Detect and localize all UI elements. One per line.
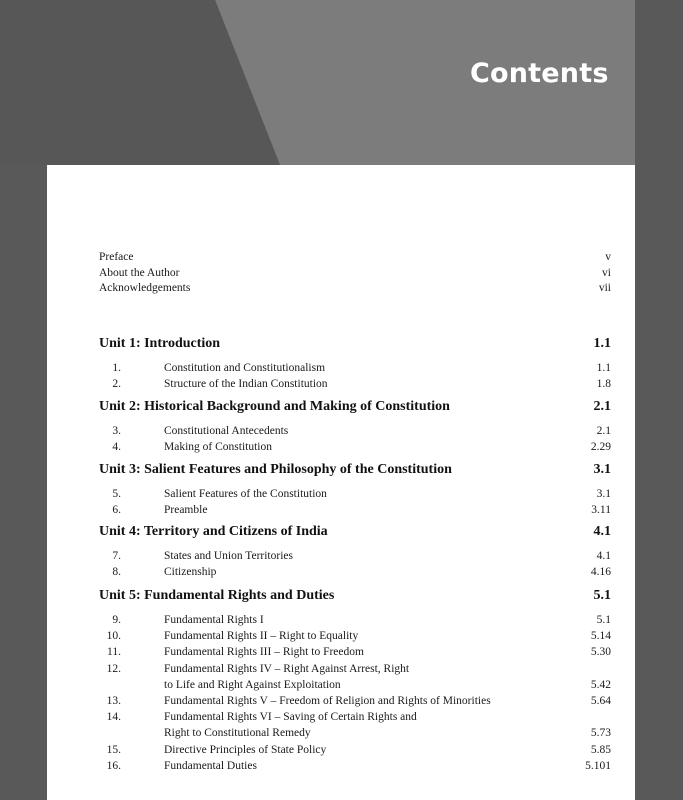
chapter-row bbox=[99, 679, 611, 695]
front-matter-page: vii bbox=[598, 282, 611, 294]
unit-title: Unit 1: Introduction bbox=[99, 336, 221, 351]
unit-heading bbox=[99, 336, 611, 356]
chapter-number: 10. bbox=[106, 630, 121, 643]
chapter-title: States and Union Territories bbox=[164, 550, 293, 562]
chapter-number: 12. bbox=[106, 662, 121, 675]
chapter-number: 6. bbox=[112, 504, 121, 517]
chapter-row bbox=[99, 425, 611, 441]
unit-page: 4.1 bbox=[593, 524, 611, 539]
unit-heading bbox=[99, 399, 611, 419]
chapter-page: 4.1 bbox=[596, 550, 611, 562]
chapter-page: 5.73 bbox=[590, 727, 611, 740]
front-matter-label: Preface bbox=[99, 251, 134, 263]
front-matter-label: About the Author bbox=[99, 266, 180, 279]
contents-page bbox=[47, 165, 635, 800]
unit-title: Unit 3: Salient Features and Philosophy of the Constitution bbox=[99, 462, 452, 477]
chapter-page: 5.42 bbox=[590, 678, 611, 691]
chapter-page: 2.1 bbox=[596, 425, 611, 437]
chapter-row bbox=[99, 362, 611, 378]
chapter-number: 16. bbox=[106, 759, 121, 772]
unit-page: 1.1 bbox=[593, 336, 611, 351]
unit-heading bbox=[99, 462, 611, 482]
unit-page: 3.1 bbox=[593, 462, 611, 477]
chapter-number: 9. bbox=[112, 614, 121, 626]
chapter-row bbox=[99, 614, 611, 630]
chapter-page: 5.101 bbox=[585, 759, 611, 772]
chapter-row bbox=[99, 488, 611, 504]
chapter-title: Fundamental Duties bbox=[164, 759, 257, 772]
chapter-row bbox=[99, 695, 611, 711]
chapter-title: Salient Features of the Constitution bbox=[164, 488, 327, 500]
front-matter-row bbox=[99, 282, 611, 298]
chapter-page: 1.1 bbox=[596, 362, 611, 374]
chapter-page: 2.29 bbox=[590, 441, 611, 454]
chapter-title: Fundamental Rights II – Right to Equality bbox=[164, 630, 359, 643]
chapter-row bbox=[99, 504, 611, 520]
chapter-number: 14. bbox=[106, 711, 121, 724]
chapter-title: Fundamental Rights VI – Saving of Certain Rights and bbox=[164, 711, 417, 724]
chapter-number: 8. bbox=[112, 566, 121, 579]
chapter-number: 11. bbox=[107, 646, 121, 659]
front-matter-page: vi bbox=[602, 266, 611, 279]
chapter-number: 3. bbox=[112, 425, 121, 437]
chapter-row bbox=[99, 441, 611, 457]
chapter-title: Fundamental Rights IV – Right Against Arrest, Right bbox=[164, 662, 410, 675]
unit-title: Unit 5: Fundamental Rights and Duties bbox=[99, 588, 335, 603]
chapter-page: 3.1 bbox=[596, 488, 611, 500]
chapter-row bbox=[99, 550, 611, 566]
chapter-title: Fundamental Rights I bbox=[164, 614, 264, 626]
chapter-title: Constitutional Antecedents bbox=[164, 425, 289, 437]
chapter-number: 15. bbox=[106, 743, 121, 756]
chapter-number: 5. bbox=[112, 488, 121, 500]
front-matter-page: v bbox=[605, 251, 611, 263]
chapter-number: 2. bbox=[112, 378, 121, 391]
chapter-page: 1.8 bbox=[596, 378, 611, 391]
chapter-page: 3.11 bbox=[591, 504, 611, 517]
chapter-title: Right to Constitutional Remedy bbox=[164, 727, 311, 740]
unit-title: Unit 4: Territory and Citizens of India bbox=[99, 524, 328, 539]
chapter-row bbox=[99, 378, 611, 394]
front-matter-row bbox=[99, 251, 611, 267]
chapter-number: 13. bbox=[106, 695, 121, 707]
chapter-page: 4.16 bbox=[590, 566, 611, 579]
chapter-page: 5.85 bbox=[590, 743, 611, 756]
chapter-page: 5.14 bbox=[590, 630, 611, 643]
chapter-title: Preamble bbox=[164, 504, 208, 517]
chapter-row bbox=[99, 566, 611, 582]
chapter-title: Directive Principles of State Policy bbox=[164, 743, 327, 756]
chapter-title: Constitution and Constitutionalism bbox=[164, 362, 326, 374]
page-title: Contents bbox=[470, 58, 609, 89]
chapter-title: Fundamental Rights V – Freedom of Religion and Rights of Minorities bbox=[164, 695, 491, 707]
chapter-page: 5.30 bbox=[590, 646, 611, 659]
chapter-row bbox=[99, 727, 611, 743]
chapter-page: 5.1 bbox=[596, 614, 611, 626]
chapter-title: Fundamental Rights III – Right to Freedom bbox=[164, 646, 364, 659]
chapter-row bbox=[99, 630, 611, 646]
chapter-title: Making of Constitution bbox=[164, 441, 272, 454]
chapter-row bbox=[99, 760, 611, 776]
front-matter-row bbox=[99, 267, 611, 283]
unit-title: Unit 2: Historical Background and Making of Constitution bbox=[99, 399, 450, 414]
chapter-title: Structure of the Indian Constitution bbox=[164, 378, 328, 391]
chapter-row bbox=[99, 744, 611, 760]
unit-heading bbox=[99, 524, 611, 544]
unit-heading bbox=[99, 588, 611, 608]
chapter-row bbox=[99, 646, 611, 662]
chapter-row bbox=[99, 663, 611, 679]
chapter-title: Citizenship bbox=[164, 566, 217, 579]
chapter-page: 5.64 bbox=[590, 695, 611, 707]
chapter-title: to Life and Right Against Exploitation bbox=[164, 678, 341, 691]
chapter-row bbox=[99, 711, 611, 727]
chapter-number: 1. bbox=[112, 362, 121, 374]
chapter-number: 7. bbox=[112, 550, 121, 562]
unit-page: 2.1 bbox=[593, 399, 611, 414]
chapter-number: 4. bbox=[112, 441, 121, 454]
front-matter-label: Acknowledgements bbox=[99, 282, 191, 294]
unit-page: 5.1 bbox=[593, 588, 611, 603]
